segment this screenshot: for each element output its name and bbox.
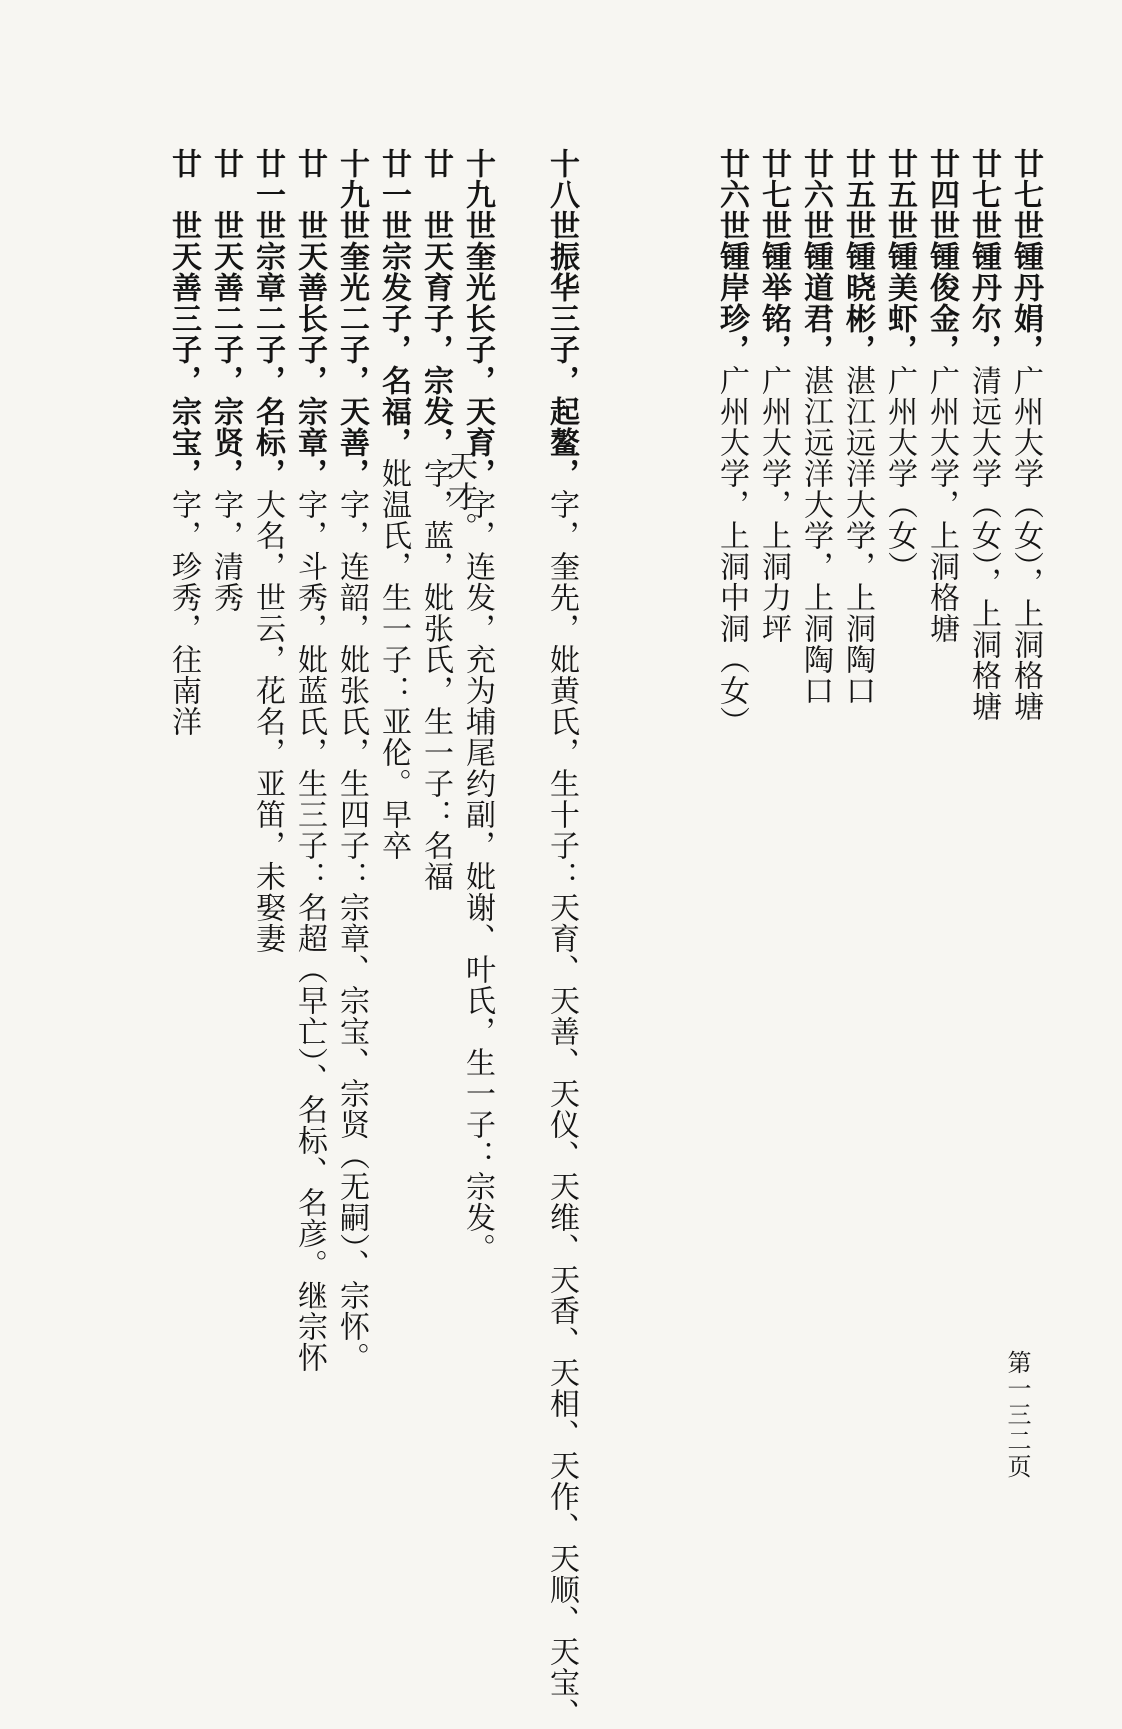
entry-text: 天才。 [442,450,477,543]
entry-text: 字，蓝，妣张氏，生一子：名福 [418,458,453,892]
entry-text: 字，珍秀，往南洋 [166,489,201,737]
generation-label: 廿一世 [250,148,285,241]
entry-text: 广州大学，上洞格塘 [924,365,959,644]
entry-column [486,148,579,1729]
generation-label: 十八世 [544,148,579,241]
entry-text: 字，斗秀，妣蓝氏，生三子：名超（早亡）、名标、名彦。继宗怀 [292,489,327,1373]
entry-column [656,148,749,737]
person-name: 锺丹尔， [966,241,1001,365]
generation-label: 廿六世 [714,148,749,241]
page-number: 第一三二页 [1003,1350,1031,1480]
person-name: 宗章二子，名标， [250,241,285,489]
entry-text: 清远大学（女），上洞格塘 [966,365,1001,722]
person-name: 锺岸珍， [714,241,749,365]
person-name: 天善二子，宗贤， [208,241,243,489]
generation-label: 廿七世 [756,148,791,241]
person-name: 奎光二子，天善， [334,241,369,489]
person-name: 锺丹娟， [1008,241,1043,365]
generation-label: 廿五世 [882,148,917,241]
person-name: 锺晓彬， [840,241,875,365]
entry-text: 妣温氏，生一子：亚伦。早卒 [376,458,411,861]
generation-label: 廿 世 [166,148,201,241]
entry-text: 广州大学，上洞力坪 [756,365,791,644]
entry-column [108,148,201,737]
entry-text: 大名，世云，花名，亚笛，未娶妻 [250,489,285,954]
generation-label: 廿 世 [208,148,243,241]
person-name: 锺举铭， [756,241,791,365]
person-name: 锺道君， [798,241,833,365]
entry-text: 字，连韶，妣张氏，生四子：宗章、宗宝、宗贤（无嗣）、宗怀。 [334,489,369,1373]
person-name: 振华三子，起鳌， [544,241,579,489]
person-name: 锺俊金， [924,241,959,365]
generation-label: 廿 世 [418,148,453,241]
generation-label: 廿一世 [376,148,411,241]
generation-label: 廿 世 [292,148,327,241]
entry-text: 广州大学（女） [882,365,917,582]
entry-text: 广州大学，上洞中洞（女） [714,365,749,737]
entry-text: 字，奎先，妣黄氏，生十子：天育、天善、天仪、天维、天香、天相、天作、天顺、天宝、 [544,489,579,1729]
generation-label: 廿五世 [840,148,875,241]
entry-text: 湛江远洋大学，上洞陶口 [840,365,875,706]
entry-text: 广州大学（女），上洞格塘 [1008,365,1043,722]
person-name: 天育子，宗发， [418,241,453,458]
generation-label: 廿七世 [966,148,1001,241]
person-name: 宗发子，名福， [376,241,411,458]
generation-label: 十九世 [460,148,495,241]
generation-label: 廿七世 [1008,148,1043,241]
entry-text: 字，清秀 [208,489,243,613]
person-name: 奎光长子，天育， [460,241,495,489]
person-name: 天善长子，宗章， [292,241,327,489]
entry-text: 湛江远洋大学，上洞陶口 [798,365,833,706]
generation-label: 廿六世 [798,148,833,241]
generation-label: 廿四世 [924,148,959,241]
person-name: 锺美虾， [882,241,917,365]
entry-text: 字，连发，充为埔尾约副，妣谢、叶氏，生一子：宗发。 [460,489,495,1264]
person-name: 天善三子，宗宝， [166,241,201,489]
generation-label: 十九世 [334,148,369,241]
